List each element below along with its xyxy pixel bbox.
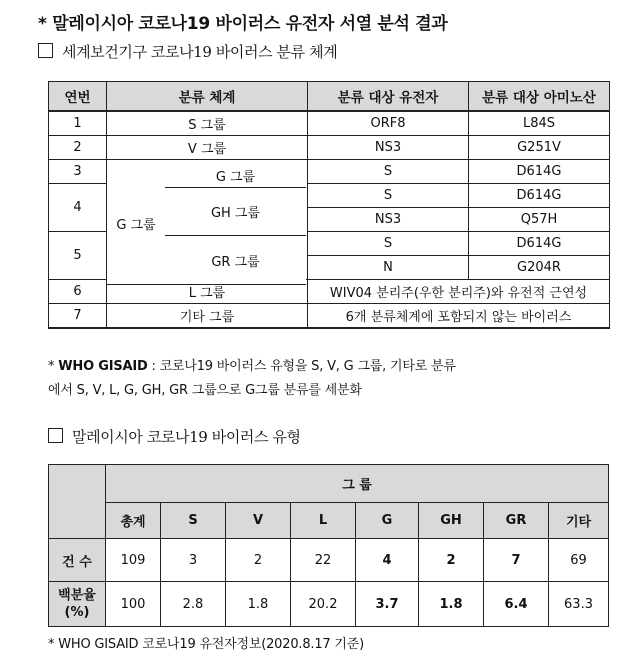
corner-cell	[49, 465, 106, 539]
amino-acid-cell: D614G	[469, 184, 610, 208]
header-cell: 분류 대상 유전자	[308, 82, 469, 112]
percent-cell: 1.8	[419, 582, 484, 627]
row-label-line-1: 백분율	[58, 588, 96, 603]
table-row	[49, 184, 610, 208]
classification-note	[48, 355, 456, 403]
table-row	[49, 304, 610, 329]
percent-cell: 2.8	[161, 582, 226, 627]
checkbox-square-icon	[48, 428, 63, 443]
note-line-2: 에서 S, V, L, G, GH, GR 그룹으로 G그룹 분류를 세분화	[48, 383, 362, 398]
count-cell: 3	[161, 539, 226, 582]
column-header: GH	[419, 503, 484, 539]
description-cell: 6개 분류체계에 포함되지 않는 바이러스	[308, 304, 610, 329]
table-row	[49, 582, 609, 627]
page-title: * 말레이시아 코로나19 바이러스 유전자 서열 분석 결과	[38, 14, 448, 34]
gene-cell: S	[308, 160, 469, 184]
row-number: 4	[49, 184, 107, 232]
row-label	[49, 582, 106, 627]
description-cell: WIV04 분리주(우한 분리주)와 유전적 근연성	[308, 280, 610, 304]
gene-cell: S	[308, 232, 469, 256]
group-header: 그 룹	[106, 465, 609, 503]
table-row	[49, 280, 610, 304]
section-heading-classification	[38, 41, 337, 62]
row-number: 2	[49, 136, 107, 160]
classification-table	[48, 81, 610, 329]
row-label: 건 수	[49, 539, 106, 582]
group-split-cell	[107, 232, 308, 280]
amino-acid-cell: L84S	[469, 111, 610, 136]
subgroup-g-label: G 그룹	[165, 163, 306, 188]
table-row	[49, 111, 610, 136]
gene-cell: S	[308, 184, 469, 208]
note-text-1: : 코로나19 바이러스 유형을 S, V, G 그룹, 기타로 분류	[147, 359, 456, 374]
section-heading-text: 세계보건기구 코로나19 바이러스 분류 체계	[62, 43, 338, 61]
row-number: 6	[49, 280, 107, 304]
group-split-cell	[107, 160, 308, 184]
column-header: G	[356, 503, 419, 539]
table-header-row	[49, 465, 609, 503]
note-line-1	[48, 355, 456, 379]
percent-cell: 3.7	[356, 582, 419, 627]
percent-cell: 63.3	[549, 582, 609, 627]
row-number: 7	[49, 304, 107, 329]
group-cell: S 그룹	[107, 111, 308, 136]
footnote: * WHO GISAID 코로나19 유전자정보(2020.8.17 기준)	[48, 637, 364, 652]
note-bold: WHO GISAID	[58, 359, 148, 374]
gene-cell: NS3	[308, 208, 469, 232]
amino-acid-cell: Q57H	[469, 208, 610, 232]
gene-cell: NS3	[308, 136, 469, 160]
section-heading-text: 말레이시아 코로나19 바이러스 유형	[72, 428, 301, 446]
row-label-line-2: (%)	[64, 605, 90, 620]
percent-cell: 6.4	[484, 582, 549, 627]
amino-acid-cell: D614G	[469, 160, 610, 184]
column-header: 총계	[106, 503, 161, 539]
percent-cell: 1.8	[226, 582, 291, 627]
percent-cell: 20.2	[291, 582, 356, 627]
column-header: GR	[484, 503, 549, 539]
count-cell: 69	[549, 539, 609, 582]
table-row	[49, 136, 610, 160]
checkbox-square-icon	[38, 43, 53, 58]
row-number: 5	[49, 232, 107, 280]
row-number: 1	[49, 111, 107, 136]
table-header-row	[49, 503, 609, 539]
column-header: S	[161, 503, 226, 539]
group-split-cell	[107, 184, 308, 232]
percent-cell: 100	[106, 582, 161, 627]
note-star: *	[48, 359, 55, 374]
header-cell: 연번	[49, 82, 107, 112]
header-cell: 분류 대상 아미노산	[469, 82, 610, 112]
section-heading-malaysia	[48, 426, 301, 447]
table-row	[49, 232, 610, 256]
subgroup-gr-label: GR 그룹	[165, 236, 306, 285]
amino-acid-cell: D614G	[469, 232, 610, 256]
amino-acid-cell: G204R	[469, 256, 610, 280]
subgroup-gh-label: GH 그룹	[165, 188, 306, 236]
malaysia-type-table	[48, 464, 609, 627]
gene-cell: ORF8	[308, 111, 469, 136]
count-cell: 2	[419, 539, 484, 582]
group-cell: L 그룹	[107, 280, 308, 304]
count-cell: 22	[291, 539, 356, 582]
table-header-row	[49, 82, 610, 112]
group-cell: 기타 그룹	[107, 304, 308, 329]
count-cell: 2	[226, 539, 291, 582]
header-cell: 분류 체계	[107, 82, 308, 112]
g-group-label: G 그룹	[106, 163, 166, 285]
group-cell: V 그룹	[107, 136, 308, 160]
count-cell: 7	[484, 539, 549, 582]
amino-acid-cell: G251V	[469, 136, 610, 160]
count-cell: 109	[106, 539, 161, 582]
count-cell: 4	[356, 539, 419, 582]
column-header: 기타	[549, 503, 609, 539]
column-header: L	[291, 503, 356, 539]
table-row	[49, 539, 609, 582]
gene-cell: N	[308, 256, 469, 280]
table-row	[49, 160, 610, 184]
row-number: 3	[49, 160, 107, 184]
column-header: V	[226, 503, 291, 539]
